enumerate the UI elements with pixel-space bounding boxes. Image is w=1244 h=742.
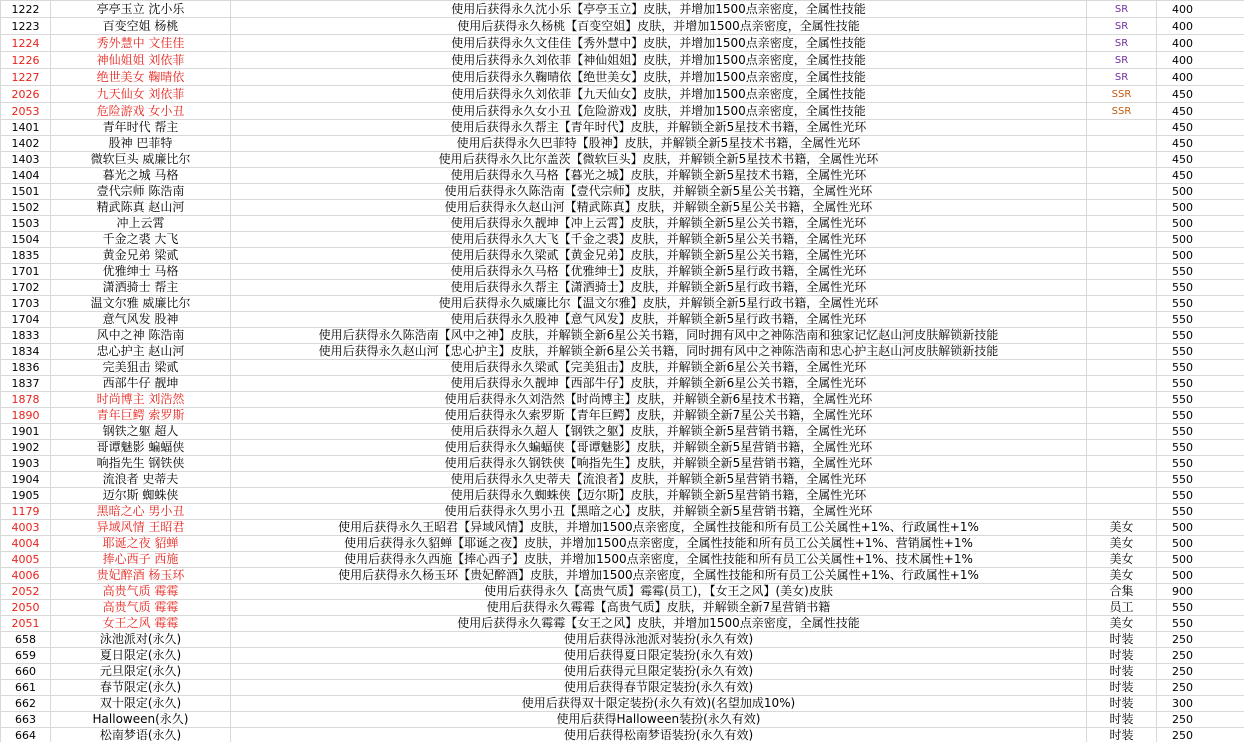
table-row (1, 216, 1244, 232)
cell-description[interactable]: 使用后获得永久王昭君【异域风情】皮肤，并增加1500点亲密度，全属性技能和所有员工公关属性+1%、行政属性+1% (231, 520, 1087, 536)
table-row (1, 1, 1244, 18)
cell-name[interactable]: 双十限定(永久) (51, 696, 231, 712)
cell-tag[interactable] (1087, 376, 1157, 392)
cell-name[interactable]: 九天仙女 刘依菲 (51, 86, 231, 103)
table-row (1, 280, 1244, 296)
table-row (1, 408, 1244, 424)
cell-tag[interactable] (1087, 264, 1157, 280)
cell-name[interactable]: 迈尔斯 蜘蛛侠 (51, 488, 231, 504)
cell-tag[interactable] (1087, 168, 1157, 184)
cell-id[interactable]: 1901 (1, 424, 51, 440)
cell-description[interactable]: 使用后获得永久梁贰【黄金兄弟】皮肤，并解锁全新5星公关书籍，全属性光环 (231, 248, 1087, 264)
cell-id[interactable]: 1504 (1, 232, 51, 248)
table-body (1, 1, 1244, 742)
cell-id[interactable]: 1404 (1, 168, 51, 184)
cell-name[interactable]: 秀外慧中 文佳佳 (51, 35, 231, 52)
cell-value[interactable]: 500 (1157, 520, 1244, 536)
cell-tag[interactable] (1087, 152, 1157, 168)
cell-id[interactable]: 659 (1, 648, 51, 664)
table-row (1, 200, 1244, 216)
cell-name[interactable]: Halloween(永久) (51, 712, 231, 728)
cell-name[interactable]: 百变空姐 杨桃 (51, 18, 231, 35)
table-row (1, 184, 1244, 200)
cell-tag[interactable] (1087, 424, 1157, 440)
cell-name[interactable]: 异域风情 王昭君 (51, 520, 231, 536)
cell-id[interactable]: 1403 (1, 152, 51, 168)
table-row (1, 504, 1244, 520)
cell-value[interactable]: 400 (1157, 1, 1244, 18)
cell-description[interactable]: 使用后获得永久杨玉环【贵妃醉酒】皮肤，并增加1500点亲密度，全属性技能和所有员工公关属性+1%、行政属性+1% (231, 568, 1087, 584)
cell-id[interactable]: 663 (1, 712, 51, 728)
cell-description[interactable]: 使用后获得永久刘依菲【神仙姐姐】皮肤，并增加1500点亲密度，全属性技能 (231, 52, 1087, 69)
table-row (1, 52, 1244, 69)
cell-value[interactable]: 500 (1157, 200, 1244, 216)
cell-value[interactable]: 250 (1157, 632, 1244, 648)
cell-value[interactable]: 500 (1157, 552, 1244, 568)
cell-value[interactable]: 550 (1157, 296, 1244, 312)
cell-value[interactable]: 500 (1157, 184, 1244, 200)
cell-tag[interactable] (1087, 504, 1157, 520)
cell-value[interactable]: 500 (1157, 248, 1244, 264)
cell-description[interactable]: 使用后获得永久比尔盖茨【微软巨头】皮肤，并解锁全新5星技术书籍，全属性光环 (231, 152, 1087, 168)
cell-id[interactable]: 2052 (1, 584, 51, 600)
cell-description[interactable]: 使用后获得永久巴菲特【股神】皮肤，并解锁全新5星技术书籍，全属性光环 (231, 136, 1087, 152)
cell-value[interactable]: 550 (1157, 424, 1244, 440)
cell-description[interactable]: 使用后获得永久【高贵气质】霉霉(员工)，【女王之风】(美女)皮肤 (231, 584, 1087, 600)
cell-tag[interactable] (1087, 35, 1157, 52)
cell-id[interactable]: 1836 (1, 360, 51, 376)
cell-id[interactable]: 662 (1, 696, 51, 712)
table-row (1, 632, 1244, 648)
cell-tag[interactable] (1087, 328, 1157, 344)
cell-value[interactable]: 550 (1157, 344, 1244, 360)
cell-id[interactable]: 4006 (1, 568, 51, 584)
table-row (1, 456, 1244, 472)
cell-name[interactable]: 千金之裘 大飞 (51, 232, 231, 248)
cell-name[interactable]: 黑暗之心 男小丑 (51, 504, 231, 520)
cell-id[interactable]: 1833 (1, 328, 51, 344)
cell-name[interactable]: 危险游戏 女小丑 (51, 103, 231, 120)
cell-tag[interactable] (1087, 440, 1157, 456)
rarity-badge: SR (1114, 4, 1129, 15)
cell-value[interactable]: 550 (1157, 280, 1244, 296)
cell-name[interactable]: 捧心西子 西施 (51, 552, 231, 568)
cell-value[interactable]: 500 (1157, 216, 1244, 232)
cell-value[interactable]: 250 (1157, 712, 1244, 728)
cell-id[interactable]: 1703 (1, 296, 51, 312)
cell-name[interactable]: 风中之神 陈浩南 (51, 328, 231, 344)
cell-value[interactable]: 450 (1157, 86, 1244, 103)
cell-description[interactable]: 使用后获得松南梦语装扮(永久有效) (231, 728, 1087, 742)
cell-description[interactable]: 使用后获得永久马格【优雅绅士】皮肤，并解锁全新5星行政书籍，全属性光环 (231, 264, 1087, 280)
cell-tag[interactable]: 时装 (1087, 696, 1157, 712)
cell-id[interactable]: 2051 (1, 616, 51, 632)
cell-tag[interactable]: 时装 (1087, 680, 1157, 696)
cell-id[interactable]: 1702 (1, 280, 51, 296)
cell-value[interactable]: 550 (1157, 488, 1244, 504)
table-row (1, 69, 1244, 86)
cell-value[interactable]: 400 (1157, 35, 1244, 52)
table-row (1, 376, 1244, 392)
cell-description[interactable]: 使用后获得永久貂蝉【耶诞之夜】皮肤，并增加1500点亲密度，全属性技能和所有员工公关属性+1%、营销属性+1% (231, 536, 1087, 552)
cell-tag[interactable] (1087, 120, 1157, 136)
cell-id[interactable]: 4003 (1, 520, 51, 536)
cell-id[interactable]: 1226 (1, 52, 51, 69)
cell-description[interactable]: 使用后获得永久帮主【青年时代】皮肤，并解锁全新5星技术书籍，全属性光环 (231, 120, 1087, 136)
cell-name[interactable]: 股神 巴菲特 (51, 136, 231, 152)
cell-description[interactable]: 使用后获得元旦限定装扮(永久有效) (231, 664, 1087, 680)
cell-id[interactable]: 1224 (1, 35, 51, 52)
cell-tag[interactable]: 时装 (1087, 712, 1157, 728)
cell-tag[interactable] (1087, 184, 1157, 200)
cell-id[interactable]: 1401 (1, 120, 51, 136)
cell-id[interactable]: 2053 (1, 103, 51, 120)
cell-tag[interactable] (1087, 360, 1157, 376)
cell-name[interactable]: 哥谭魅影 蝙蝠侠 (51, 440, 231, 456)
cell-description[interactable]: 使用后获得永久西施【捧心西子】皮肤，并增加1500点亲密度，全属性技能和所有员工公关属性+1%、技术属性+1% (231, 552, 1087, 568)
cell-id[interactable]: 1835 (1, 248, 51, 264)
cell-description[interactable]: 使用后获得永久陈浩南【壹代宗师】皮肤，并解锁全新5星公关书籍，全属性光环 (231, 184, 1087, 200)
cell-name[interactable]: 温文尔雅 威廉比尔 (51, 296, 231, 312)
table-row (1, 86, 1244, 103)
cell-id[interactable]: 1503 (1, 216, 51, 232)
table-row (1, 568, 1244, 584)
cell-tag[interactable]: 美女 (1087, 520, 1157, 536)
cell-value[interactable]: 250 (1157, 728, 1244, 742)
cell-id[interactable]: 1402 (1, 136, 51, 152)
cell-name[interactable]: 贵妃醉酒 杨玉环 (51, 568, 231, 584)
cell-id[interactable]: 1890 (1, 408, 51, 424)
cell-description[interactable]: 使用后获得永久梁贰【完美狙击】皮肤，并解锁全新6星公关书籍，全属性光环 (231, 360, 1087, 376)
cell-description[interactable]: 使用后获得永久文佳佳【秀外慧中】皮肤，并增加1500点亲密度，全属性技能 (231, 35, 1087, 52)
cell-tag[interactable]: 美女 (1087, 568, 1157, 584)
cell-id[interactable]: 4005 (1, 552, 51, 568)
cell-value[interactable]: 550 (1157, 264, 1244, 280)
cell-tag[interactable] (1087, 69, 1157, 86)
rarity-badge: SR (1114, 38, 1129, 49)
cell-id[interactable]: 4004 (1, 536, 51, 552)
cell-tag[interactable] (1087, 280, 1157, 296)
cell-name[interactable]: 精武陈真 赵山河 (51, 200, 231, 216)
table-row (1, 232, 1244, 248)
cell-name[interactable]: 微软巨头 威廉比尔 (51, 152, 231, 168)
table-row (1, 344, 1244, 360)
rarity-badge: SR (1114, 72, 1129, 83)
cell-description[interactable]: 使用后获得永久陈浩南【风中之神】皮肤，并解锁全新6星公关书籍，同时拥有风中之神陈浩南和独家记忆赵山河皮肤解锁新技能 (231, 328, 1087, 344)
cell-name[interactable]: 意气风发 股神 (51, 312, 231, 328)
cell-tag[interactable] (1087, 488, 1157, 504)
cell-id[interactable]: 1904 (1, 472, 51, 488)
cell-name[interactable]: 暮光之城 马格 (51, 168, 231, 184)
cell-id[interactable]: 1223 (1, 18, 51, 35)
cell-id[interactable]: 661 (1, 680, 51, 696)
table-row (1, 712, 1244, 728)
cell-description[interactable]: 使用后获得永久霉霉【高贵气质】皮肤，并解锁全新7星营销书籍 (231, 600, 1087, 616)
table-row (1, 600, 1244, 616)
cell-name[interactable]: 钢铁之躯 超人 (51, 424, 231, 440)
cell-value[interactable]: 900 (1157, 584, 1244, 600)
cell-name[interactable]: 元旦限定(永久) (51, 664, 231, 680)
cell-tag[interactable] (1087, 248, 1157, 264)
cell-id[interactable]: 1179 (1, 504, 51, 520)
table-row (1, 296, 1244, 312)
cell-description[interactable]: 使用后获得永久靓坤【西部牛仔】皮肤，并解锁全新6星公关书籍，全属性光环 (231, 376, 1087, 392)
cell-tag[interactable] (1087, 1, 1157, 18)
cell-name[interactable]: 女王之风 霉霉 (51, 616, 231, 632)
cell-value[interactable]: 300 (1157, 696, 1244, 712)
cell-tag[interactable]: 合集 (1087, 584, 1157, 600)
table-row (1, 120, 1244, 136)
cell-tag[interactable]: 时装 (1087, 632, 1157, 648)
table-row (1, 648, 1244, 664)
cell-description[interactable]: 使用后获得双十限定装扮(永久有效)(名望加成10%) (231, 696, 1087, 712)
cell-id[interactable]: 1902 (1, 440, 51, 456)
table-row (1, 168, 1244, 184)
cell-description[interactable]: 使用后获得泳池派对装扮(永久有效) (231, 632, 1087, 648)
cell-value[interactable]: 400 (1157, 18, 1244, 35)
table-row (1, 552, 1244, 568)
cell-description[interactable]: 使用后获得永久蜘蛛侠【迈尔斯】皮肤，并解锁全新5星营销书籍，全属性光环 (231, 488, 1087, 504)
cell-name[interactable]: 绝世美女 鞠晴依 (51, 69, 231, 86)
cell-description[interactable]: 使用后获得永久女小丑【危险游戏】皮肤，并增加1500点亲密度，全属性技能 (231, 103, 1087, 120)
cell-tag[interactable] (1087, 136, 1157, 152)
cell-value[interactable]: 500 (1157, 232, 1244, 248)
table-row (1, 584, 1244, 600)
table-row (1, 35, 1244, 52)
cell-name[interactable]: 潇洒骑士 帮主 (51, 280, 231, 296)
cell-tag[interactable] (1087, 232, 1157, 248)
cell-value[interactable]: 400 (1157, 69, 1244, 86)
cell-tag[interactable]: 时装 (1087, 648, 1157, 664)
cell-description[interactable]: 使用后获得永久钢铁侠【响指先生】皮肤，并解锁全新5星营销书籍，全属性光环 (231, 456, 1087, 472)
table-row (1, 18, 1244, 35)
cell-id[interactable]: 1878 (1, 392, 51, 408)
cell-value[interactable]: 550 (1157, 408, 1244, 424)
rarity-badge: SR (1114, 21, 1129, 32)
table-row (1, 103, 1244, 120)
cell-value[interactable]: 450 (1157, 103, 1244, 120)
table-row (1, 328, 1244, 344)
cell-value[interactable]: 250 (1157, 648, 1244, 664)
table-row (1, 488, 1244, 504)
rarity-badge: SSR (1111, 89, 1132, 100)
cell-value[interactable]: 550 (1157, 312, 1244, 328)
cell-name[interactable]: 西部牛仔 靓坤 (51, 376, 231, 392)
cell-name[interactable]: 松南梦语(永久) (51, 728, 231, 742)
cell-tag[interactable] (1087, 200, 1157, 216)
table-row (1, 312, 1244, 328)
cell-value[interactable]: 500 (1157, 536, 1244, 552)
table-row (1, 520, 1244, 536)
cell-tag[interactable]: 美女 (1087, 552, 1157, 568)
cell-name[interactable]: 冲上云霄 (51, 216, 231, 232)
cell-tag[interactable] (1087, 392, 1157, 408)
cell-name[interactable]: 泳池派对(永久) (51, 632, 231, 648)
cell-description[interactable]: 使用后获得永久杨桃【百变空姐】皮肤，并增加1500点亲密度，全属性技能 (231, 18, 1087, 35)
cell-description[interactable]: 使用后获得永久霉霉【女王之风】皮肤，并增加1500点亲密度，全属性技能 (231, 616, 1087, 632)
cell-name[interactable]: 优雅绅士 马格 (51, 264, 231, 280)
cell-description[interactable]: 使用后获得永久赵山河【忠心护主】皮肤，并解锁全新6星公关书籍，同时拥有风中之神陈浩南和忠心护主赵山河皮肤解锁新技能 (231, 344, 1087, 360)
cell-id[interactable]: 1701 (1, 264, 51, 280)
cell-value[interactable]: 550 (1157, 392, 1244, 408)
cell-description[interactable]: 使用后获得永久超人【钢铁之躯】皮肤，并解锁全新5星营销书籍，全属性光环 (231, 424, 1087, 440)
cell-id[interactable]: 1834 (1, 344, 51, 360)
cell-value[interactable]: 250 (1157, 664, 1244, 680)
cell-tag[interactable] (1087, 312, 1157, 328)
cell-description[interactable]: 使用后获得永久大飞【千金之裘】皮肤，并解锁全新5星公关书籍，全属性光环 (231, 232, 1087, 248)
cell-tag[interactable] (1087, 408, 1157, 424)
cell-name[interactable]: 神仙姐姐 刘依菲 (51, 52, 231, 69)
table-row (1, 248, 1244, 264)
cell-value[interactable]: 450 (1157, 120, 1244, 136)
table-row (1, 152, 1244, 168)
cell-description[interactable]: 使用后获得永久帮主【潇洒骑士】皮肤，并解锁全新5星行政书籍，全属性光环 (231, 280, 1087, 296)
cell-id[interactable]: 2050 (1, 600, 51, 616)
cell-id[interactable]: 1903 (1, 456, 51, 472)
cell-value[interactable]: 550 (1157, 440, 1244, 456)
cell-tag[interactable] (1087, 216, 1157, 232)
cell-tag[interactable]: 时装 (1087, 664, 1157, 680)
cell-description[interactable]: 使用后获得永久蝙蝠侠【哥谭魅影】皮肤，并解锁全新5星营销书籍，全属性光环 (231, 440, 1087, 456)
cell-value[interactable]: 450 (1157, 152, 1244, 168)
cell-name[interactable]: 忠心护主 赵山河 (51, 344, 231, 360)
cell-tag[interactable] (1087, 456, 1157, 472)
cell-description[interactable]: 使用后获得永久股神【意气风发】皮肤，并解锁全新5星行政书籍，全属性光环 (231, 312, 1087, 328)
cell-description[interactable]: 使用后获得永久索罗斯【青年巨鳄】皮肤，并解锁全新7星公关书籍，全属性光环 (231, 408, 1087, 424)
cell-description[interactable]: 使用后获得永久男小丑【黑暗之心】皮肤，并解锁全新5星营销书籍，全属性光环 (231, 504, 1087, 520)
cell-tag[interactable] (1087, 18, 1157, 35)
cell-description[interactable]: 使用后获得永久刘浩然【时尚博主】皮肤，并解锁全新6星技术书籍，全属性光环 (231, 392, 1087, 408)
cell-description[interactable]: 使用后获得永久赵山河【精武陈真】皮肤，并解锁全新5星公关书籍，全属性光环 (231, 200, 1087, 216)
cell-value[interactable]: 450 (1157, 168, 1244, 184)
cell-description[interactable]: 使用后获得夏日限定装扮(永久有效) (231, 648, 1087, 664)
cell-description[interactable]: 使用后获得永久刘依菲【九天仙女】皮肤，并增加1500点亲密度，全属性技能 (231, 86, 1087, 103)
cell-name[interactable]: 响指先生 钢铁侠 (51, 456, 231, 472)
cell-tag[interactable] (1087, 472, 1157, 488)
cell-value[interactable]: 450 (1157, 136, 1244, 152)
table-row (1, 136, 1244, 152)
rarity-badge: SSR (1111, 106, 1132, 117)
cell-id[interactable]: 664 (1, 728, 51, 742)
cell-value[interactable]: 550 (1157, 616, 1244, 632)
cell-tag[interactable] (1087, 86, 1157, 103)
cell-id[interactable]: 1905 (1, 488, 51, 504)
cell-description[interactable]: 使用后获得永久鞠晴依【绝世美女】皮肤，并增加1500点亲密度，全属性技能 (231, 69, 1087, 86)
cell-tag[interactable] (1087, 296, 1157, 312)
cell-tag[interactable] (1087, 52, 1157, 69)
cell-value[interactable]: 550 (1157, 376, 1244, 392)
rarity-badge: SR (1114, 55, 1129, 66)
cell-name[interactable]: 春节限定(永久) (51, 680, 231, 696)
cell-value[interactable]: 550 (1157, 360, 1244, 376)
cell-description[interactable]: 使用后获得春节限定装扮(永久有效) (231, 680, 1087, 696)
cell-value[interactable]: 400 (1157, 52, 1244, 69)
cell-value[interactable]: 550 (1157, 328, 1244, 344)
cell-value[interactable]: 250 (1157, 680, 1244, 696)
cell-description[interactable]: 使用后获得Halloween装扮(永久有效) (231, 712, 1087, 728)
cell-tag[interactable]: 时装 (1087, 728, 1157, 742)
cell-id[interactable]: 2026 (1, 86, 51, 103)
cell-value[interactable]: 500 (1157, 568, 1244, 584)
cell-name[interactable]: 耶诞之夜 貂蝉 (51, 536, 231, 552)
table-row (1, 472, 1244, 488)
cell-name[interactable]: 高贵气质 霉霉 (51, 600, 231, 616)
cell-name[interactable]: 亭亭玉立 沈小乐 (51, 1, 231, 18)
cell-tag[interactable]: 美女 (1087, 536, 1157, 552)
cell-tag[interactable]: 员工 (1087, 600, 1157, 616)
table-row (1, 440, 1244, 456)
cell-name[interactable]: 时尚博主 刘浩然 (51, 392, 231, 408)
cell-name[interactable]: 流浪者 史蒂夫 (51, 472, 231, 488)
table-row (1, 680, 1244, 696)
cell-value[interactable]: 550 (1157, 600, 1244, 616)
cell-id[interactable]: 1501 (1, 184, 51, 200)
table-row (1, 424, 1244, 440)
table-row (1, 392, 1244, 408)
table-row (1, 728, 1244, 742)
cell-description[interactable]: 使用后获得永久史蒂夫【流浪者】皮肤，并解锁全新5星营销书籍，全属性光环 (231, 472, 1087, 488)
cell-id[interactable]: 1227 (1, 69, 51, 86)
cell-description[interactable]: 使用后获得永久沈小乐【亭亭玉立】皮肤，并增加1500点亲密度，全属性技能 (231, 1, 1087, 18)
cell-id[interactable]: 1704 (1, 312, 51, 328)
cell-name[interactable]: 高贵气质 霉霉 (51, 584, 231, 600)
cell-name[interactable]: 完美狙击 梁贰 (51, 360, 231, 376)
cell-id[interactable]: 1837 (1, 376, 51, 392)
cell-tag[interactable]: 美女 (1087, 616, 1157, 632)
table-row (1, 664, 1244, 680)
cell-value[interactable]: 550 (1157, 472, 1244, 488)
cell-description[interactable]: 使用后获得永久威廉比尔【温文尔雅】皮肤，并解锁全新5星行政书籍，全属性光环 (231, 296, 1087, 312)
cell-id[interactable]: 1222 (1, 1, 51, 18)
cell-description[interactable]: 使用后获得永久马格【暮光之城】皮肤，并解锁全新5星技术书籍，全属性光环 (231, 168, 1087, 184)
table-row (1, 696, 1244, 712)
cell-tag[interactable] (1087, 344, 1157, 360)
table-row (1, 616, 1244, 632)
table-row (1, 536, 1244, 552)
cell-description[interactable]: 使用后获得永久靓坤【冲上云霄】皮肤，并解锁全新5星公关书籍，全属性光环 (231, 216, 1087, 232)
cell-id[interactable]: 1502 (1, 200, 51, 216)
cell-name[interactable]: 壹代宗师 陈浩南 (51, 184, 231, 200)
cell-name[interactable]: 夏日限定(永久) (51, 648, 231, 664)
cell-id[interactable]: 658 (1, 632, 51, 648)
cell-id[interactable]: 660 (1, 664, 51, 680)
cell-name[interactable]: 青年时代 帮主 (51, 120, 231, 136)
table-row (1, 360, 1244, 376)
cell-name[interactable]: 青年巨鳄 索罗斯 (51, 408, 231, 424)
cell-tag[interactable] (1087, 103, 1157, 120)
cell-value[interactable]: 550 (1157, 456, 1244, 472)
cell-value[interactable]: 550 (1157, 504, 1244, 520)
table-row (1, 264, 1244, 280)
cell-name[interactable]: 黄金兄弟 梁贰 (51, 248, 231, 264)
